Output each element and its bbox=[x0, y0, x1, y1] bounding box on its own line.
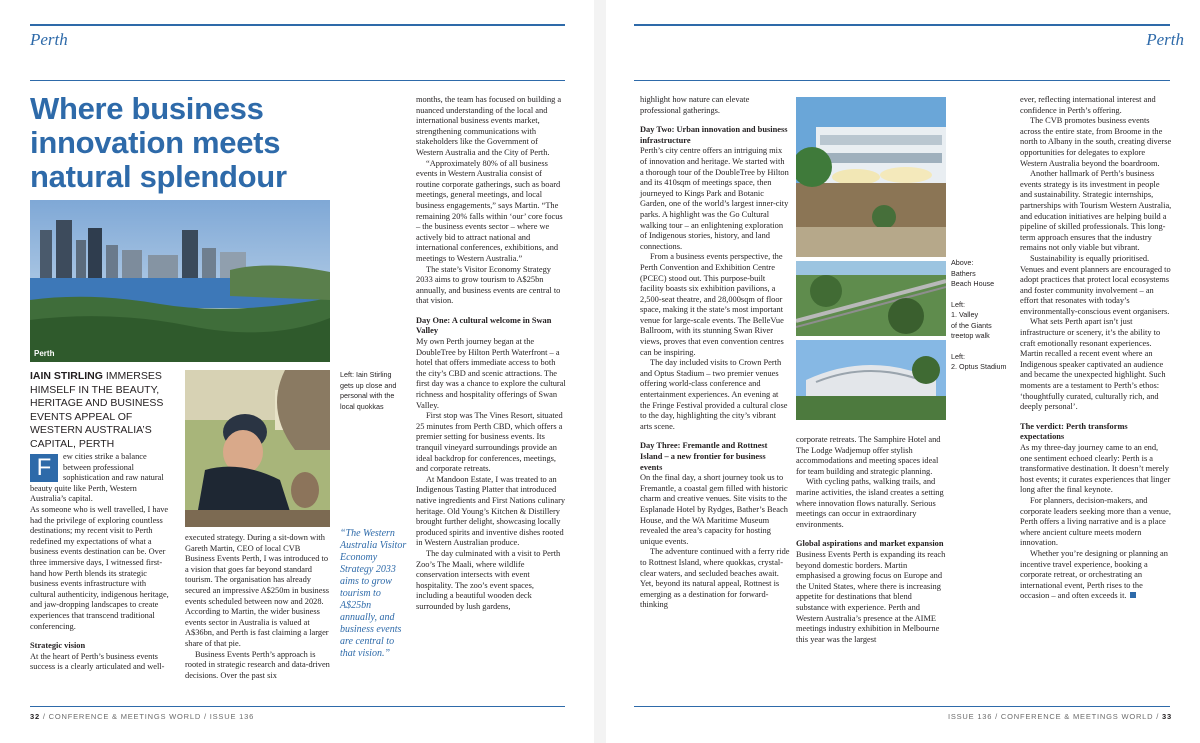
spread-gutter bbox=[594, 0, 606, 743]
body-paragraph: Business Events Perth’s approach is rooted in strategic research and data-driven decisions. Over the past six bbox=[185, 649, 330, 680]
author-name: IAIN STIRLING bbox=[30, 370, 103, 382]
body-paragraph: At Mandoon Estate, I was treated to an Indigenous Tasting Platter that introduced native ingredients and First Nations culinary heritage. Old Young’s Kitchen & Distillery brought further delight, showcasing locally produced spirits and inventive dishes rooted in Western Australian produce. bbox=[416, 474, 566, 548]
body-paragraph: First stop was The Vines Resort, situated 25 minutes from Perth CBD, which offers a premier setting for business events. Its tranquil vineyard surroundings provide an ideal backdrop for conferences, meetings, and corporate retreats. bbox=[416, 411, 563, 474]
body-paragraph: On the final day, a short journey took us to Fremantle, a coastal gem filled with historic charm and creative venues. Site visits to the Esplanade Hotel by Rydges, Bather’s Beach House, and the WA Maritime Museum revealed the area’s capacity for hosting unique events. bbox=[640, 473, 788, 546]
caption-line: of the Giants bbox=[951, 320, 992, 330]
quokka-photo bbox=[185, 370, 330, 527]
subhead: The verdict: Perth transforms expectations bbox=[1020, 421, 1128, 442]
column-3 bbox=[416, 95, 566, 613]
body-paragraph: What sets Perth apart isn’t just infrastructure or scenery, it’s the ability to craft emotionally resonant experiences. Martin recalled a recent event where an Indigenous speaker captivated an audience and became the unexpected highlight. Such moments are a testament to Perth’s ethos: ‘thoughtfully curated, culturally rich, and deeply personal’. bbox=[1020, 317, 1166, 412]
body-paragraph: The state’s Visitor Economy Strategy 2033 aims to grow tourism to A$25bn annually, and business events are central to that vision. bbox=[416, 264, 561, 306]
drop-cap: F bbox=[30, 454, 58, 482]
perth-skyline-photo bbox=[30, 200, 330, 362]
section-label: Perth bbox=[1146, 30, 1184, 49]
header-rule bbox=[634, 80, 1170, 81]
caption-line: Beach House bbox=[951, 279, 995, 288]
caption-line: treetop walk bbox=[951, 331, 990, 340]
caption-line: 2. Optus Stadium bbox=[951, 362, 1007, 371]
body-paragraph: The adventure continued with a ferry ride to Rottnest Island, where quokkas, crystal-clear waters, and secluded beaches await. Yet, beyond its natural appeal, Rottnest is emerging as a destination for forward-thinking bbox=[640, 547, 790, 610]
caption-line: 1. Valley bbox=[951, 310, 979, 319]
body-paragraph: As someone who is well travelled, I have had the privilege of exploring countless destinations; my recent visit to Perth redefined my expectations of what a business events destination can be. Over three immersive days, I witnessed first-hand how Perth blends its strategic business events infrastructure with cultural authenticity, indigenous heritage, and jaw-dropping landscapes to create experiences that transcend traditional conferencing. bbox=[30, 504, 169, 631]
subhead: Day One: A cultural welcome in Swan Valley bbox=[416, 315, 552, 336]
body-paragraph: For planners, decision-makers, and corporate leaders seeking more than a venue, Perth offers a living narrative and is a place where ancient culture meets modern innovation. bbox=[1020, 495, 1171, 548]
caption-spacer bbox=[951, 290, 1011, 300]
top-rule bbox=[30, 24, 565, 26]
skyline-caption: Perth bbox=[34, 349, 55, 358]
standfirst bbox=[30, 370, 180, 451]
section-label: Perth bbox=[30, 30, 68, 49]
caption-spacer bbox=[951, 342, 1011, 352]
top-rule bbox=[634, 24, 1170, 26]
body-paragraph: With cycling paths, walking trails, and marine activities, the island creates a setting where innovation flows naturally. Serious meetings can occur in extraordinary environments. bbox=[796, 477, 944, 529]
body-paragraph: The day culminated with a visit to Perth Zoo’s The Maali, where wildlife conservation intersects with event hospitality. The zoo’s event spaces, including a beautiful wooden deck surrounded by lush gardens, bbox=[416, 548, 561, 611]
body-paragraph: Another hallmark of Perth’s business events strategy is its investment in people and sustainability. Strategic internships, partnerships with Tourism Western Australia, and education initiatives are helping build a pipeline of skilled professionals. This long-term approach ensures that the industry remains not only viable but vibrant. bbox=[1020, 169, 1172, 253]
body-paragraph: From a business events perspective, the Perth Convention and Exhibition Centre (PCEC) stood out. This purpose-built facility boasts six exhibition pavilions, a 2,500-seat theatre, and 28,000sqm of floor space, making it the state’s most important venue for large-scale events. The BelleVue Ballroom, with its stunning Swan River views, proves that even convention centres can be inspiring. bbox=[640, 252, 784, 357]
caption-line: Bathers bbox=[951, 268, 976, 278]
subhead: Strategic vision bbox=[30, 641, 86, 651]
issue-number: ISSUE 136 bbox=[209, 712, 255, 721]
caption-line: Left: bbox=[951, 299, 965, 309]
column-2 bbox=[185, 533, 330, 681]
page-number: 33 bbox=[1162, 712, 1172, 721]
footer: ISSUE 136 / CONFERENCE & MEETINGS WORLD / 33 bbox=[947, 712, 1172, 721]
body-paragraph: ever, reflecting international interest and confidence in Perth’s offering. bbox=[1020, 95, 1156, 115]
column-3 bbox=[1020, 95, 1172, 602]
body-paragraph: Business Events Perth is expanding its reach beyond domestic borders. Martin emphasised a growing focus on Europe and the United States, where there is increasing appetite for destinations that blend substance with experience. Perth and Western Australia’s presence at the AIME meetings industry exhibition in Melbourne this year was the largest bbox=[796, 549, 946, 644]
article-headline: Where business innovation meets natural splendour bbox=[30, 91, 287, 194]
magazine-name: CONFERENCE & MEETINGS WORLD bbox=[48, 712, 202, 721]
body-paragraph: “Approximately 80% of all business events in Western Australia consist of routine corporate gatherings, such as board meetings, general meetings, and local business engagements,” says Martin. “The remaining 20% falls within ‘our’ core focus – the business events sector – where we actively bid to attract national and international conferences, exhibitions, and meetings to Western Australia.” bbox=[416, 158, 563, 263]
column-1 bbox=[30, 452, 170, 673]
photo-captions bbox=[951, 258, 1011, 373]
caption-line: Left: bbox=[951, 351, 965, 361]
subhead: Day Two: Urban innovation and business infrastructure bbox=[640, 125, 788, 145]
footer-rule bbox=[634, 706, 1170, 707]
treetop-walk-photo bbox=[796, 261, 946, 336]
quokka-caption: Left: Iain Stirling gets up close and personal with the local quokkas bbox=[340, 370, 397, 411]
body-paragraph: executed strategy. During a sit-down with Gareth Martin, CEO of local CVB Business Events Perth, I was introduced to a vision that goes far beyond standard tourism. The organisation has already secured an impressive A$250m in business events scheduled between now and 2028. According to Martin, the wider business events sector in Australia is valued at A$36bn, and Perth is fast claiming a larger share of that pie. bbox=[185, 533, 329, 648]
standfirst-text: IMMERSES HIMSELF IN THE BEAUTY, HERITAGE AND BUSINESS EVENTS APPEAL OF WESTERN AUSTRALIA’S CAPITAL, PERTH bbox=[30, 370, 164, 450]
column-2 bbox=[796, 435, 946, 645]
pull-quote: “The Western Australia Visitor Economy Strategy 2033 aims to grow tourism to A$25bn annually, and business events are central to that vision.” bbox=[340, 528, 407, 659]
subhead: Global aspirations and market expansion bbox=[796, 539, 944, 549]
intro-paragraph: ew cities strike a balance between professional sophistication and raw natural beauty quite like Perth, Western Australia’s capital. bbox=[30, 452, 164, 504]
footer-rule bbox=[30, 706, 565, 707]
body-paragraph: Whether you’re designing or planning an incentive travel experience, booking a corporate retreat, or orchestrating an international event, Perth rises to the occasion – and often exceeds it. bbox=[1020, 548, 1168, 601]
body-paragraph: Perth’s city centre offers an intriguing mix of innovation and heritage. We started with a thorough tour of the DoubleTree by Hilton and its 410sqm of meetings space, then journeyed to Kings Park and Botanic Garden, one of the world’s largest inner-city parks. A highlight was the Go Cultural walking tour – an enlightening exploration of Indigenous stories, history, and land connections. bbox=[640, 146, 789, 251]
right-page bbox=[606, 0, 1200, 743]
body-paragraph: corporate retreats. The Samphire Hotel and The Lodge Wadjemup offer stylish accommodations and meeting spaces ideal for team building and strategic planning. bbox=[796, 435, 941, 476]
header-rule bbox=[30, 80, 565, 81]
body-paragraph: highlight how nature can elevate professional gatherings. bbox=[640, 95, 750, 115]
body-paragraph: The day included visits to Crown Perth and Optus Stadium – two premier venues offering world-class conference and entertainment experiences. An evening at the Fringe Festival provided a cultural close to the day, highlighting the city’s vibrant arts scene. bbox=[640, 358, 788, 431]
body-paragraph: As my three-day journey came to an end, one sentiment echoed clearly: Perth is a transformative destination. It doesn’t merely host events; it curates experiences that linger long after the final keynote. bbox=[1020, 443, 1171, 495]
subhead: Day Three: Fremantle and Rottnest Island – a new frontier for business events bbox=[640, 441, 768, 472]
magazine-name: CONFERENCE & MEETINGS WORLD bbox=[1000, 712, 1154, 721]
bathers-beach-house-photo bbox=[796, 97, 946, 257]
body-paragraph: Sustainability is equally prioritised. Venues and event planners are encouraged to adopt practices that protect local ecosystems and foster community involvement – an effort that resonates with today’s environmentally-conscious event organisers. bbox=[1020, 253, 1171, 316]
caption-line: Above: bbox=[951, 258, 974, 267]
body-paragraph: At the heart of Perth’s business events success is a clearly articulated and well- bbox=[30, 651, 165, 672]
optus-stadium-photo bbox=[796, 340, 946, 420]
body-paragraph: months, the team has focused on building a nuanced understanding of the local and international business events market, strengthening communications with stakeholders like the Government of Western Australia and the City of Perth. bbox=[416, 95, 562, 157]
page-number: 32 bbox=[30, 712, 40, 721]
body-paragraph: The CVB promotes business events across the entire state, from Broome in the north to Albany in the south, creating diverse opportunities for delegates to explore Western Australia beyond the boardroom. bbox=[1020, 116, 1172, 168]
left-page bbox=[0, 0, 594, 743]
issue-number: ISSUE 136 bbox=[947, 712, 993, 721]
footer: 32 / CONFERENCE & MEETINGS WORLD / ISSUE 136 bbox=[30, 712, 255, 721]
end-mark bbox=[1130, 592, 1136, 598]
column-1 bbox=[640, 95, 790, 611]
body-paragraph: My own Perth journey began at the DoubleTree by Hilton Perth Waterfront – a hotel that offers immediate access to both the city’s CBD and scenic attractions. The first day was a chance to explore the cultural richness and hospitality offerings of Swan Valley. bbox=[416, 337, 566, 410]
